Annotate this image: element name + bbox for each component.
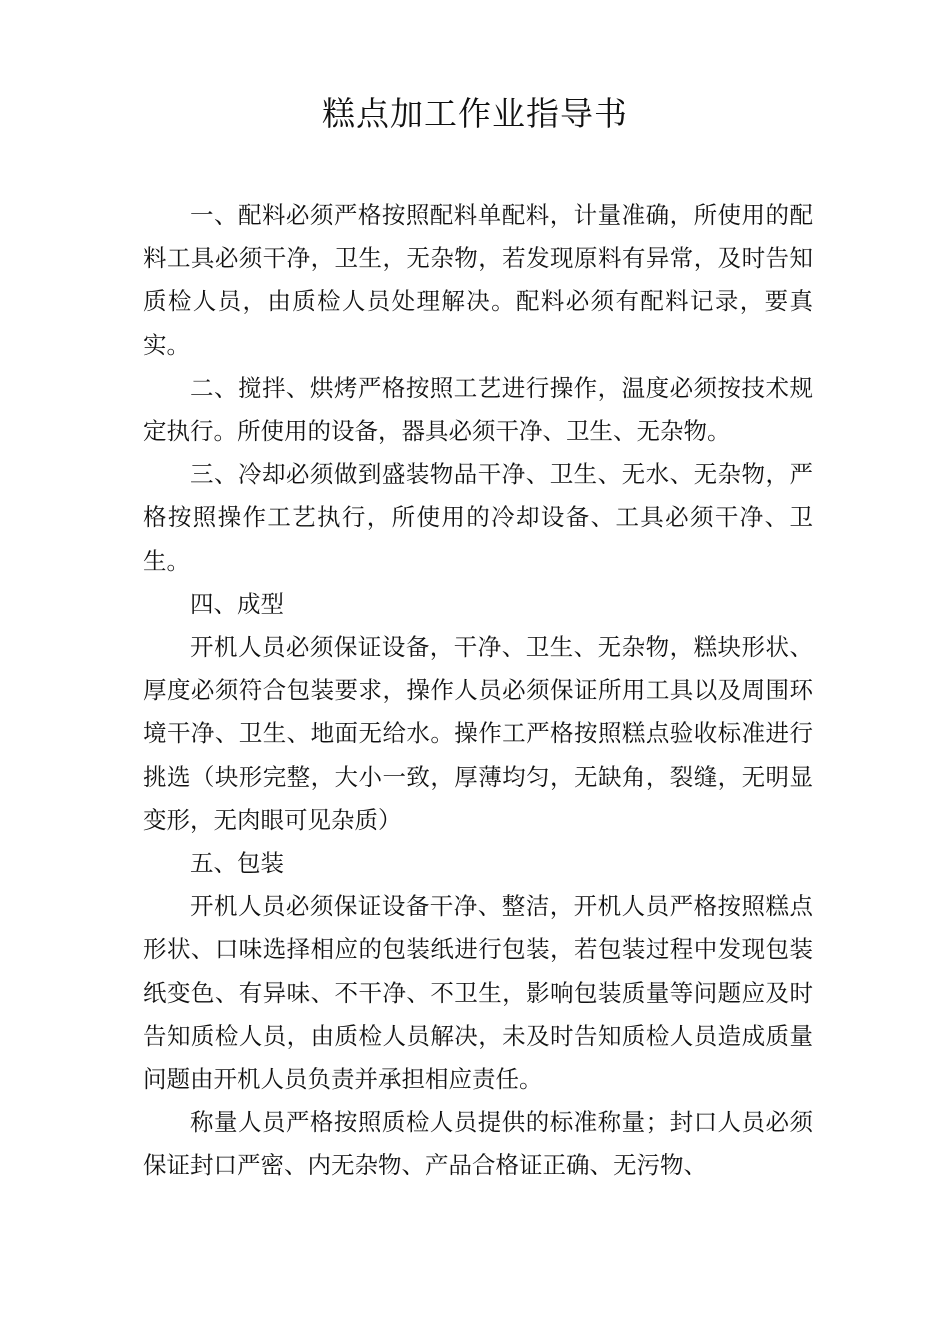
paragraph-packaging: 开机人员必须保证设备干净、整洁，开机人员严格按照糕点形状、口味选择相应的包装纸进行包装，若包装过程中发现包装纸变色、有异味、不干净、不卫生，影响包装质量等问题应及时告知质检人员，由质检人员解决，未及时告知质检人员造成质量问题由开机人员负责并承担相应责任。 [143, 892, 813, 1094]
paragraph-ingredients: 一、配料必须严格按照配料单配料，计量准确，所使用的配料工具必须干净，卫生，无杂物，若发现原料有异常，及时告知质检人员，由质检人员处理解决。配料必须有配料记录，要真实。 [143, 201, 813, 359]
paragraph-cooling: 三、冷却必须做到盛装物品干净、卫生、无水、无杂物，严格按照操作工艺执行，所使用的冷却设备、工具必须干净、卫生。 [143, 460, 813, 575]
paragraph-weighing-sealing: 称量人员严格按照质检人员提供的标准称量；封口人员必须保证封口严密、内无杂物、产品合格证正确、无污物、 [143, 1108, 813, 1180]
paragraph-mixing-baking: 二、搅拌、烘烤严格按照工艺进行操作，温度必须按技术规定执行。所使用的设备，器具必须干净、卫生、无杂物。 [143, 373, 813, 446]
document-body [143, 194, 813, 1188]
section-heading-forming: 四、成型 [190, 589, 284, 618]
document-title: 糕点加工作业指导书 [322, 94, 628, 133]
paragraph-forming: 开机人员必须保证设备，干净、卫生、无杂物，糕块形状、厚度必须符合包装要求，操作人员必须保证所用工具以及周围环境干净、卫生、地面无给水。操作工严格按照糕点验收标准进行挑选（块形完整，大小一致，厚薄均匀，无缺角，裂缝，无明显变形，无肉眼可见杂质） [143, 633, 813, 834]
section-heading-packaging: 五、包装 [190, 849, 284, 878]
